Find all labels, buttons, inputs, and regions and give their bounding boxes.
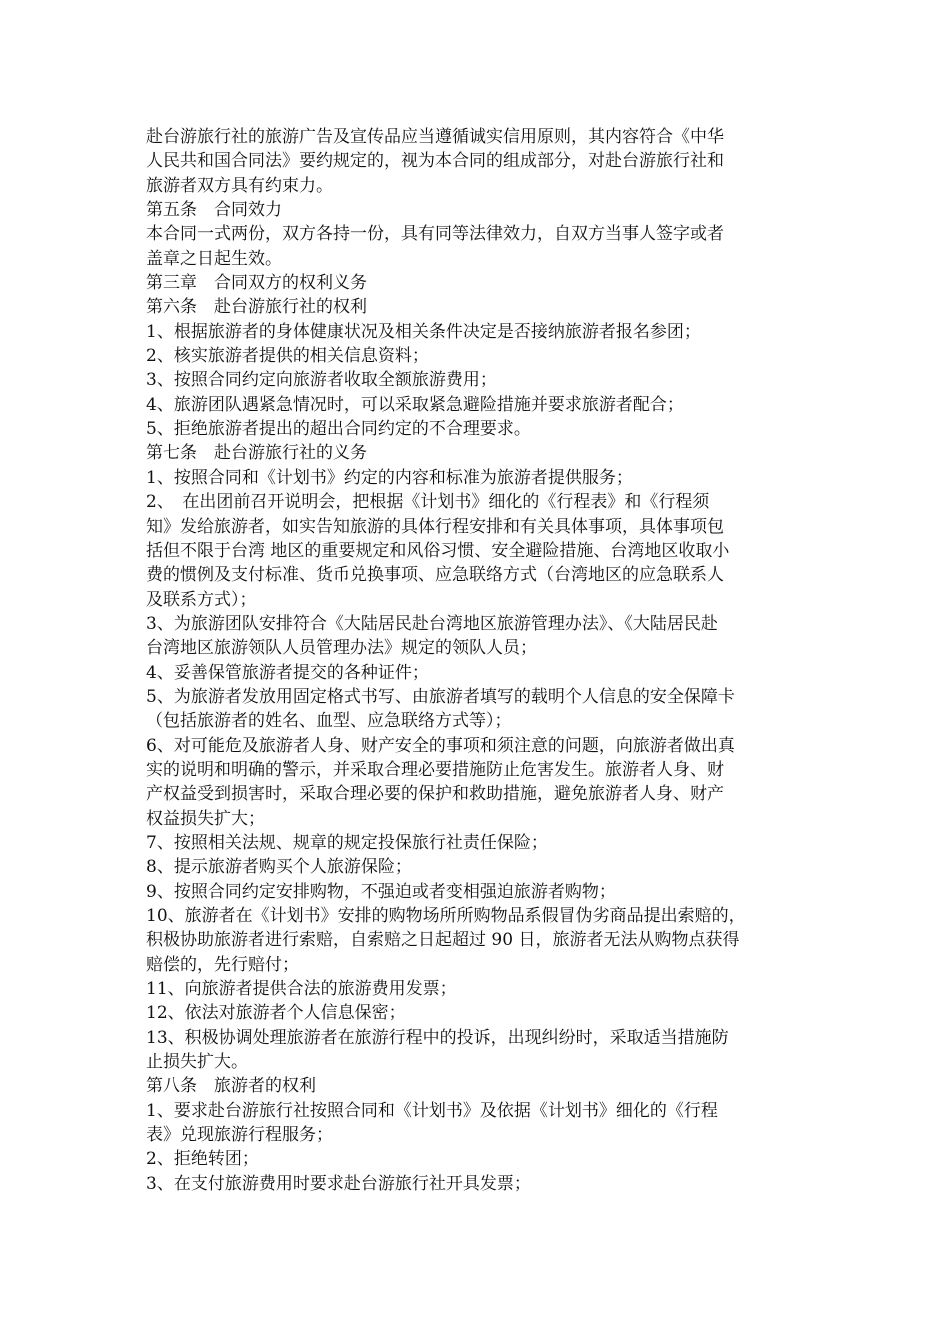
list-item: 2、拒绝转团； <box>146 1149 259 1170</box>
text-line: 产权益受到损害时，采取合理必要的保护和救助措施，避免旅游者人身、财产 <box>146 784 724 805</box>
text-line: 费的惯例及支付标准、货币兑换事项、应急联络方式（台湾地区的应急联系人 <box>146 565 724 586</box>
article-heading: 第六条 赴台游旅行社的权利 <box>146 297 367 318</box>
text-line: 台湾地区旅游领队人员管理办法》规定的领队人员； <box>146 638 537 659</box>
list-item: 5、拒绝旅游者提出的超出合同约定的不合理要求。 <box>146 419 531 440</box>
list-item: 2、核实旅游者提供的相关信息资料； <box>146 346 429 367</box>
text-line: 实的说明和明确的警示，并采取合理必要措施防止危害发生。旅游者人身、财 <box>146 759 724 780</box>
text-line: 盖章之日起生效。 <box>146 248 282 269</box>
list-item: 3、在支付旅游费用时要求赴台游旅行社开具发票； <box>146 1173 531 1194</box>
list-item: 10、旅游者在《计划书》安排的购物场所所购物品系假冒伪劣商品提出索赔的， <box>146 906 746 926</box>
text-line: 赔偿的，先行赔付； <box>146 954 299 975</box>
text-line: 括但不限于台湾 地区的重要规定和风俗习惯、安全避险措施、台湾地区收取小 <box>146 540 730 561</box>
list-item: 4、旅游团队遇紧急情况时，可以采取紧急避险措施并要求旅游者配合； <box>146 394 684 415</box>
text-line: 赴台游旅行社的旅游广告及宣传品应当遵循诚实信用原则，其内容符合《中华 <box>146 127 724 147</box>
list-item: 6、对可能危及旅游者人身、财产安全的事项和须注意的问题，向旅游者做出真 <box>146 735 735 756</box>
article-heading: 第八条 旅游者的权利 <box>146 1076 316 1097</box>
text-line: 及联系方式）； <box>146 589 257 610</box>
chapter-heading: 第三章 合同双方的权利义务 <box>146 273 367 294</box>
list-item: 7、按照相关法规、规章的规定投保旅行社责任保险； <box>146 832 548 853</box>
text-line: 旅游者双方具有约束力。 <box>146 175 333 196</box>
list-item: 3、为旅游团队安排符合《大陆居民赴台湾地区旅游管理办法》、《大陆居民赴 <box>146 613 718 634</box>
text-line: 知》发给旅游者，如实告知旅游的具体行程安排和有关具体事项，具体事项包 <box>146 516 724 537</box>
article-heading: 第七条 赴台游旅行社的义务 <box>146 443 367 464</box>
document-page <box>146 125 806 1196</box>
article-heading: 第五条 合同效力 <box>146 200 282 221</box>
text-line: 积极协助旅游者进行索赔，自索赔之日起超过 90 日，旅游者无法从购物点获得 <box>146 930 740 951</box>
list-item: 5、为旅游者发放用固定格式书写、由旅游者填写的载明个人信息的安全保障卡 <box>146 686 735 707</box>
list-item: 1、要求赴台游旅行社按照合同和《计划书》及依据《计划书》细化的《行程 <box>146 1100 718 1121</box>
text-line: 人民共和国合同法》要约规定的，视为本合同的组成部分，对赴台游旅行社和 <box>146 151 724 172</box>
list-item: 12、依法对旅游者个人信息保密； <box>146 1003 406 1024</box>
text-line: 权益损失扩大； <box>146 808 265 829</box>
list-item: 2、 在出团前召开说明会，把根据《计划书》细化的《行程表》和《行程须 <box>146 492 710 513</box>
list-item: 8、提示旅游者购买个人旅游保险； <box>146 857 412 878</box>
list-item: 9、按照合同约定安排购物，不强迫或者变相强迫旅游者购物； <box>146 881 616 902</box>
list-item: 1、按照合同和《计划书》约定的内容和标准为旅游者提供服务； <box>146 467 633 488</box>
list-item: 11、向旅游者提供合法的旅游费用发票； <box>146 979 457 1000</box>
list-item: 1、根据旅游者的身体健康状况及相关条件决定是否接纳旅游者报名参团； <box>146 321 701 342</box>
text-line: 止损失扩大。 <box>146 1052 248 1073</box>
text-line: （包括旅游者的姓名、血型、应急联络方式等）； <box>146 711 512 732</box>
list-item: 4、妥善保管旅游者提交的各种证件； <box>146 662 429 683</box>
list-item: 13、积极协调处理旅游者在旅游行程中的投诉，出现纠纷时，采取适当措施防 <box>146 1027 729 1048</box>
list-item: 3、按照合同约定向旅游者收取全额旅游费用； <box>146 370 497 391</box>
text-line: 表》兑现旅游行程服务； <box>146 1125 333 1146</box>
text-line: 本合同一式两份，双方各持一份，具有同等法律效力，自双方当事人签字或者 <box>146 224 724 245</box>
